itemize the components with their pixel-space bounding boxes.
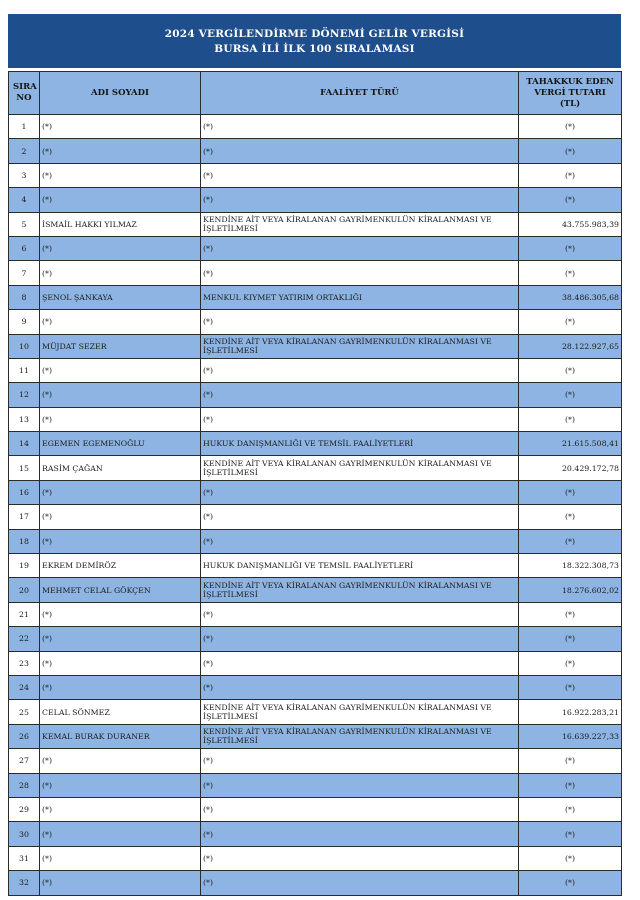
name-cell: (*)	[40, 651, 201, 675]
activity-cell: (*)	[201, 602, 519, 626]
rank-cell: 1	[9, 115, 40, 139]
name-cell: ŞENOL ŞANKAYA	[40, 285, 201, 309]
activity-cell: (*)	[201, 358, 519, 382]
activity-cell: (*)	[201, 675, 519, 699]
name-cell: (*)	[40, 310, 201, 334]
name-cell: EKREM DEMİRÖZ	[40, 554, 201, 578]
tax-amount-cell: (*)	[519, 846, 622, 870]
activity-cell: (*)	[201, 163, 519, 187]
tax-amount-cell: (*)	[519, 871, 622, 895]
tax-amount-cell: (*)	[519, 675, 622, 699]
tax-amount-cell: (*)	[519, 505, 622, 529]
activity-cell: HUKUK DANIŞMANLIĞI VE TEMSİL FAALİYETLERİ	[201, 432, 519, 456]
tax-amount-cell: 18.322.308,73	[519, 554, 622, 578]
activity-cell: (*)	[201, 749, 519, 773]
activity-cell: KENDİNE AİT VEYA KİRALANAN GAYRİMENKULÜN KİRALANMASI VE İŞLETİLMESİ	[201, 578, 519, 602]
name-cell: RASİM ÇAĞAN	[40, 456, 201, 480]
rank-cell: 21	[9, 602, 40, 626]
tax-amount-cell: (*)	[519, 310, 622, 334]
rank-cell: 3	[9, 163, 40, 187]
column-header-tax	[519, 72, 622, 115]
rank-cell: 29	[9, 797, 40, 821]
rank-cell: 6	[9, 236, 40, 260]
activity-cell: (*)	[201, 115, 519, 139]
activity-cell: MENKUL KIYMET YATIRIM ORTAKLIĞI	[201, 285, 519, 309]
tax-amount-cell: (*)	[519, 773, 622, 797]
name-cell: (*)	[40, 822, 201, 846]
table-row	[9, 627, 622, 651]
table-row	[9, 383, 622, 407]
tax-amount-cell: (*)	[519, 115, 622, 139]
name-cell: (*)	[40, 675, 201, 699]
tax-amount-cell: (*)	[519, 139, 622, 163]
name-cell: (*)	[40, 115, 201, 139]
rank-cell: 32	[9, 871, 40, 895]
activity-cell: (*)	[201, 846, 519, 870]
table-row	[9, 822, 622, 846]
table-row	[9, 310, 622, 334]
tax-amount-cell: (*)	[519, 651, 622, 675]
table-row	[9, 456, 622, 480]
tax-amount-cell: 16.639.227,33	[519, 724, 622, 748]
rank-cell: 2	[9, 139, 40, 163]
rank-cell: 17	[9, 505, 40, 529]
activity-cell: KENDİNE AİT VEYA KİRALANAN GAYRİMENKULÜN KİRALANMASI VE İŞLETİLMESİ	[201, 724, 519, 748]
activity-cell: (*)	[201, 236, 519, 260]
rank-cell: 28	[9, 773, 40, 797]
name-cell: MÜJDAT SEZER	[40, 334, 201, 358]
table-header-row	[9, 72, 622, 115]
table-row	[9, 871, 622, 895]
tax-amount-cell: (*)	[519, 383, 622, 407]
table-row	[9, 432, 622, 456]
name-cell: (*)	[40, 358, 201, 382]
table-row	[9, 602, 622, 626]
tax-amount-cell: 20.429.172,78	[519, 456, 622, 480]
table-row	[9, 700, 622, 724]
rank-cell: 7	[9, 261, 40, 285]
activity-cell: KENDİNE AİT VEYA KİRALANAN GAYRİMENKULÜN KİRALANMASI VE İŞLETİLMESİ	[201, 700, 519, 724]
table-row	[9, 651, 622, 675]
tax-amount-cell: (*)	[519, 822, 622, 846]
table-row	[9, 407, 622, 431]
name-cell: (*)	[40, 797, 201, 821]
rank-cell: 25	[9, 700, 40, 724]
name-cell: (*)	[40, 749, 201, 773]
activity-cell: (*)	[201, 407, 519, 431]
rank-cell: 5	[9, 212, 40, 236]
table-row	[9, 529, 622, 553]
tax-amount-cell: 43.755.983,39	[519, 212, 622, 236]
name-cell: MEHMET CELAL GÖKÇEN	[40, 578, 201, 602]
rank-cell: 16	[9, 480, 40, 504]
name-cell: CELAL SÖNMEZ	[40, 700, 201, 724]
name-cell: (*)	[40, 529, 201, 553]
rank-cell: 30	[9, 822, 40, 846]
name-cell: (*)	[40, 188, 201, 212]
activity-cell: (*)	[201, 261, 519, 285]
name-cell: (*)	[40, 383, 201, 407]
table-row	[9, 675, 622, 699]
activity-cell: (*)	[201, 188, 519, 212]
table-body	[9, 115, 622, 896]
name-cell: (*)	[40, 627, 201, 651]
name-cell: (*)	[40, 505, 201, 529]
rank-cell: 8	[9, 285, 40, 309]
table-row	[9, 749, 622, 773]
rank-cell: 31	[9, 846, 40, 870]
document-title-banner	[8, 14, 621, 68]
tax-amount-cell: (*)	[519, 188, 622, 212]
column-header-tax-label: TAHAKKUK EDEN VERGİ TUTARI (TL)	[526, 76, 614, 109]
column-header-rank-label: SIRA NO	[13, 82, 37, 103]
rank-cell: 14	[9, 432, 40, 456]
rank-cell: 12	[9, 383, 40, 407]
rank-cell: 10	[9, 334, 40, 358]
tax-amount-cell: (*)	[519, 236, 622, 260]
table-row	[9, 334, 622, 358]
table-row	[9, 554, 622, 578]
name-cell: (*)	[40, 139, 201, 163]
table-row	[9, 578, 622, 602]
table-row	[9, 163, 622, 187]
name-cell: (*)	[40, 846, 201, 870]
column-header-activity: FAALİYET TÜRÜ	[201, 72, 519, 115]
rank-cell: 26	[9, 724, 40, 748]
activity-cell: (*)	[201, 822, 519, 846]
activity-cell: (*)	[201, 139, 519, 163]
activity-cell: (*)	[201, 871, 519, 895]
name-cell: (*)	[40, 261, 201, 285]
activity-cell: HUKUK DANIŞMANLIĞI VE TEMSİL FAALİYETLERİ	[201, 554, 519, 578]
tax-amount-cell: (*)	[519, 627, 622, 651]
rank-cell: 27	[9, 749, 40, 773]
table-row	[9, 724, 622, 748]
table-row	[9, 773, 622, 797]
tax-amount-cell: (*)	[519, 261, 622, 285]
rank-cell: 22	[9, 627, 40, 651]
rank-cell: 19	[9, 554, 40, 578]
table-row	[9, 505, 622, 529]
activity-cell: KENDİNE AİT VEYA KİRALANAN GAYRİMENKULÜN KİRALANMASI VE İŞLETİLMESİ	[201, 334, 519, 358]
name-cell: (*)	[40, 602, 201, 626]
rank-cell: 4	[9, 188, 40, 212]
table-row	[9, 285, 622, 309]
activity-cell: (*)	[201, 480, 519, 504]
name-cell: EGEMEN EGEMENOĞLU	[40, 432, 201, 456]
tax-amount-cell: (*)	[519, 358, 622, 382]
activity-cell: (*)	[201, 627, 519, 651]
name-cell: (*)	[40, 480, 201, 504]
activity-cell: KENDİNE AİT VEYA KİRALANAN GAYRİMENKULÜN KİRALANMASI VE İŞLETİLMESİ	[201, 456, 519, 480]
name-cell: (*)	[40, 773, 201, 797]
name-cell: (*)	[40, 871, 201, 895]
rank-cell: 18	[9, 529, 40, 553]
title-line-1: 2024 VERGİLENDİRME DÖNEMİ GELİR VERGİSİ	[164, 28, 465, 40]
tax-amount-cell: 21.615.508,41	[519, 432, 622, 456]
tax-amount-cell: 18.276.602,02	[519, 578, 622, 602]
activity-cell: (*)	[201, 773, 519, 797]
table-row	[9, 261, 622, 285]
activity-cell: (*)	[201, 651, 519, 675]
tax-amount-cell: 28.122.927,65	[519, 334, 622, 358]
table-row	[9, 139, 622, 163]
column-header-name: ADI SOYADI	[40, 72, 201, 115]
tax-amount-cell: (*)	[519, 480, 622, 504]
name-cell: (*)	[40, 163, 201, 187]
activity-cell: (*)	[201, 383, 519, 407]
table-row	[9, 797, 622, 821]
activity-cell: (*)	[201, 505, 519, 529]
rank-cell: 13	[9, 407, 40, 431]
tax-amount-cell: 38.486.305,68	[519, 285, 622, 309]
tax-amount-cell: (*)	[519, 407, 622, 431]
activity-cell: (*)	[201, 310, 519, 334]
rank-cell: 9	[9, 310, 40, 334]
name-cell: İSMAİL HAKKI YILMAZ	[40, 212, 201, 236]
name-cell: KEMAL BURAK DURANER	[40, 724, 201, 748]
tax-amount-cell: 16.922.283,21	[519, 700, 622, 724]
activity-cell: KENDİNE AİT VEYA KİRALANAN GAYRİMENKULÜN KİRALANMASI VE İŞLETİLMESİ	[201, 212, 519, 236]
table-row	[9, 115, 622, 139]
name-cell: (*)	[40, 236, 201, 260]
table-row	[9, 188, 622, 212]
title-line-2: BURSA İLİ İLK 100 SIRALAMASI	[214, 43, 415, 55]
table-row	[9, 212, 622, 236]
rank-cell: 23	[9, 651, 40, 675]
rank-cell: 24	[9, 675, 40, 699]
tax-amount-cell: (*)	[519, 797, 622, 821]
column-header-rank	[9, 72, 40, 115]
table-row	[9, 480, 622, 504]
rank-cell: 20	[9, 578, 40, 602]
rank-cell: 15	[9, 456, 40, 480]
activity-cell: (*)	[201, 797, 519, 821]
ranking-table	[8, 71, 622, 896]
rank-cell: 11	[9, 358, 40, 382]
tax-amount-cell: (*)	[519, 749, 622, 773]
table-row	[9, 358, 622, 382]
tax-amount-cell: (*)	[519, 602, 622, 626]
table-row	[9, 236, 622, 260]
activity-cell: (*)	[201, 529, 519, 553]
table-row	[9, 846, 622, 870]
name-cell: (*)	[40, 407, 201, 431]
tax-amount-cell: (*)	[519, 529, 622, 553]
tax-amount-cell: (*)	[519, 163, 622, 187]
